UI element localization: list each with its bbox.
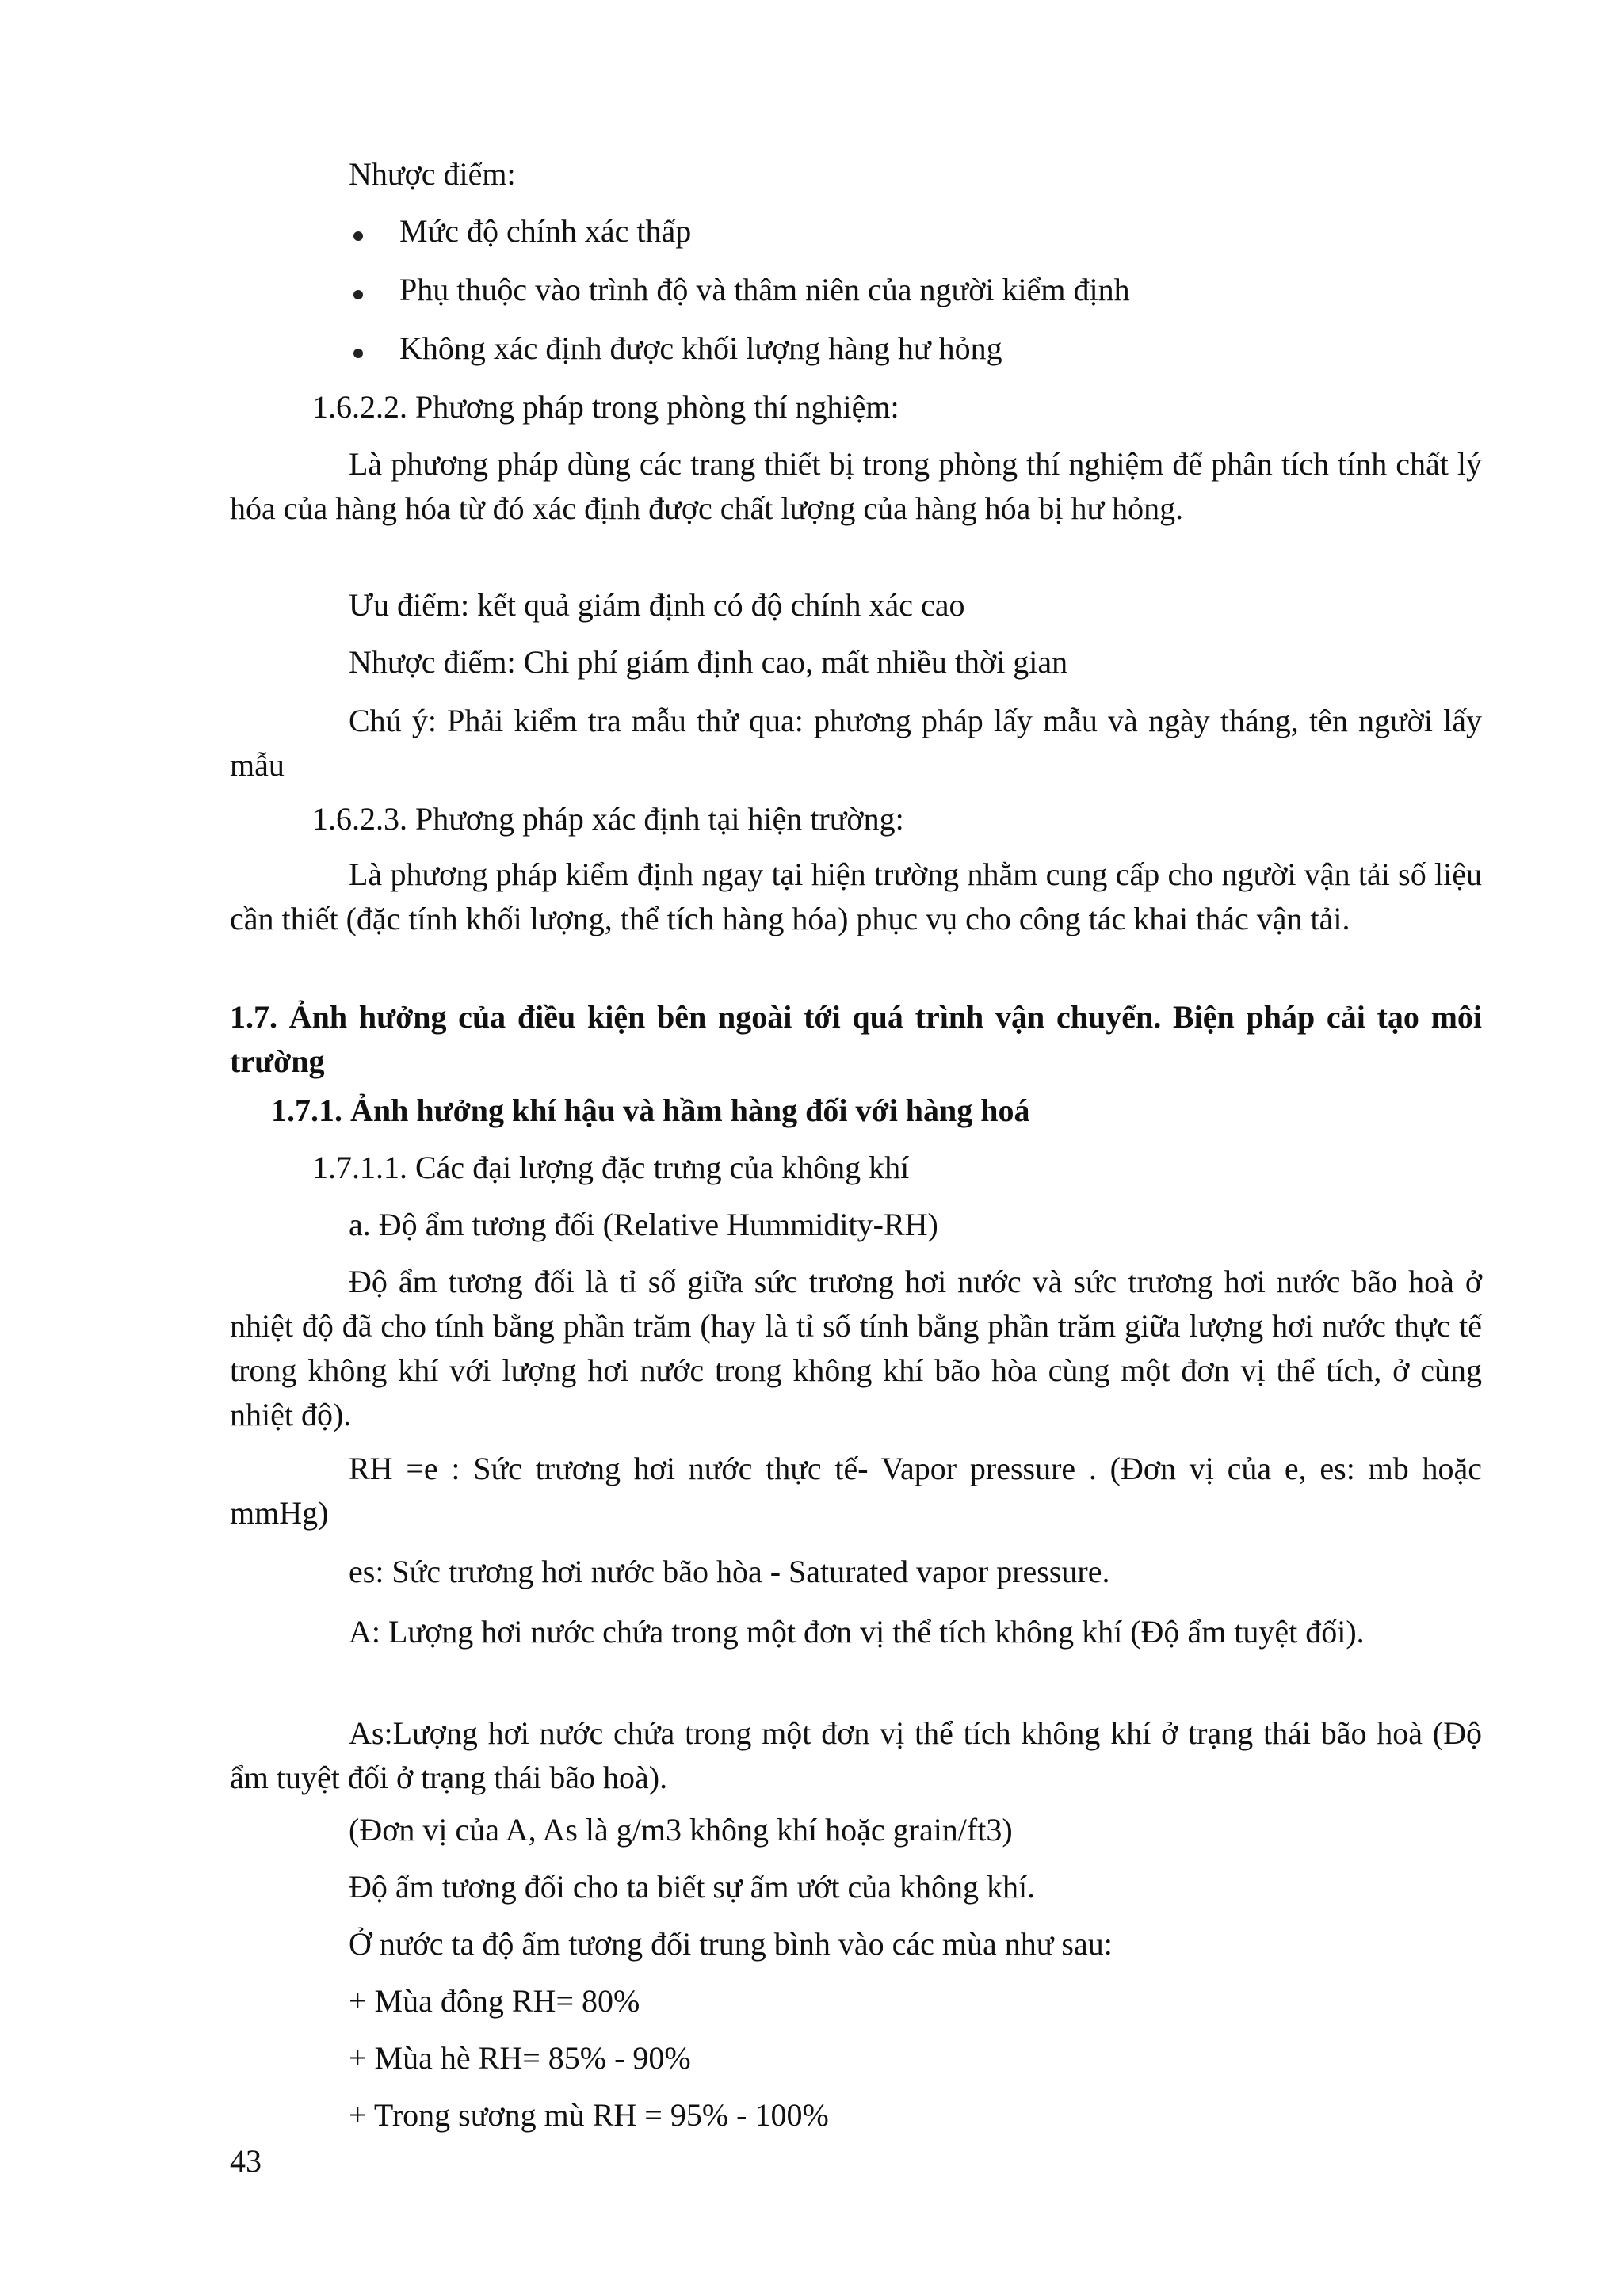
a-definition: A: Lượng hơi nước chứa trong một đơn vị thể tích không khí (Độ ẩm tuyệt đối). bbox=[349, 1614, 1365, 1650]
page-number: 43 bbox=[230, 2143, 262, 2179]
bullet-dot bbox=[353, 231, 363, 241]
season-fog: + Trong sương mù RH = 95% - 100% bbox=[349, 2097, 829, 2133]
rh-definition: Độ ẩm tương đối là tỉ số giữa sức trương hơi nước và sức trương hơi nước bão hoà ở nhiệt độ đã cho tính bằng phần trăm (hay là tỉ số tính bằng phần trăm giữa lượng hơi nước thực tế trong không khí với lượng hơi nước trong không khí bão hòa cùng một đơn vị thể tích, ở cùng nhiệt độ). bbox=[230, 1264, 1482, 1432]
as-definition: As:Lượng hơi nước chứa trong một đơn vị thể tích không khí ở trạng thái bão hoà (Độ ẩm tuyệt đối ở trạng thái bão hoà). bbox=[230, 1715, 1482, 1795]
rh-formula: RH =e : Sức trương hơi nước thực tế- Vapor pressure . (Đơn vị của e, es: mb hoặc mmHg) bbox=[230, 1451, 1482, 1531]
note-text: Chú ý: Phải kiểm tra mẫu thử qua: phương pháp lấy mẫu và ngày tháng, tên người lấy mẫu bbox=[230, 703, 1482, 783]
advantages-text: Ưu điểm: kết quả giám định có độ chính xác cao bbox=[349, 587, 965, 623]
season-intro: Ở nước ta độ ẩm tương đối trung bình vào các mùa như sau: bbox=[349, 1926, 1113, 1962]
rh-heading: a. Độ ẩm tương đối (Relative Hummidity-RH) bbox=[349, 1207, 938, 1242]
section-1622-description: Là phương pháp dùng các trang thiết bị trong phòng thí nghiệm để phân tích tính chất lý hóa của hàng hóa từ đó xác định được chất lượng của hàng hóa bị hư hỏng. bbox=[230, 446, 1482, 526]
disadvantages-text: Nhược điểm: Chi phí giám định cao, mất nhiều thời gian bbox=[349, 644, 1068, 680]
season-winter: + Mùa đông RH= 80% bbox=[349, 1983, 640, 2019]
bullet-dot bbox=[353, 290, 363, 299]
section-title-17: 1.7. Ảnh hưởng của điều kiện bên ngoài tới quá trình vận chuyển. Biện pháp cải tạo môi trường bbox=[230, 999, 1482, 1079]
es-definition: es: Sức trương hơi nước bão hòa - Saturated vapor pressure. bbox=[349, 1554, 1110, 1589]
bullet-dot bbox=[353, 349, 363, 358]
bullet-item: Không xác định được khối lượng hàng hư hỏng bbox=[399, 330, 1002, 366]
section-title-171: 1.7.1. Ảnh hưởng khí hậu và hầm hàng đối với hàng hoá bbox=[271, 1093, 1030, 1128]
rh-meaning: Độ ẩm tương đối cho ta biết sự ẩm ướt của không khí. bbox=[349, 1869, 1036, 1905]
section-title-1622: 1.6.2.2. Phương pháp trong phòng thí nghiệm: bbox=[312, 389, 899, 425]
section-1623-description: Là phương pháp kiểm định ngay tại hiện trường nhằm cung cấp cho người vận tải số liệu cần thiết (đặc tính khối lượng, thể tích hàng hóa) phục vụ cho công tác khai thác vận tải. bbox=[230, 856, 1482, 936]
season-summer: + Mùa hè RH= 85% - 90% bbox=[349, 2040, 691, 2076]
disadvantages-heading: Nhược điểm: bbox=[349, 156, 516, 192]
section-title-1623: 1.6.2.3. Phương pháp xác định tại hiện trường: bbox=[312, 801, 904, 837]
section-title-1711: 1.7.1.1. Các đại lượng đặc trưng của không khí bbox=[312, 1150, 910, 1185]
bullet-item: Phụ thuộc vào trình độ và thâm niên của người kiểm định bbox=[399, 272, 1130, 307]
bullet-item: Mức độ chính xác thấp bbox=[399, 213, 692, 249]
units-note: (Đơn vị của A, As là g/m3 không khí hoặc grain/ft3) bbox=[349, 1812, 1013, 1848]
